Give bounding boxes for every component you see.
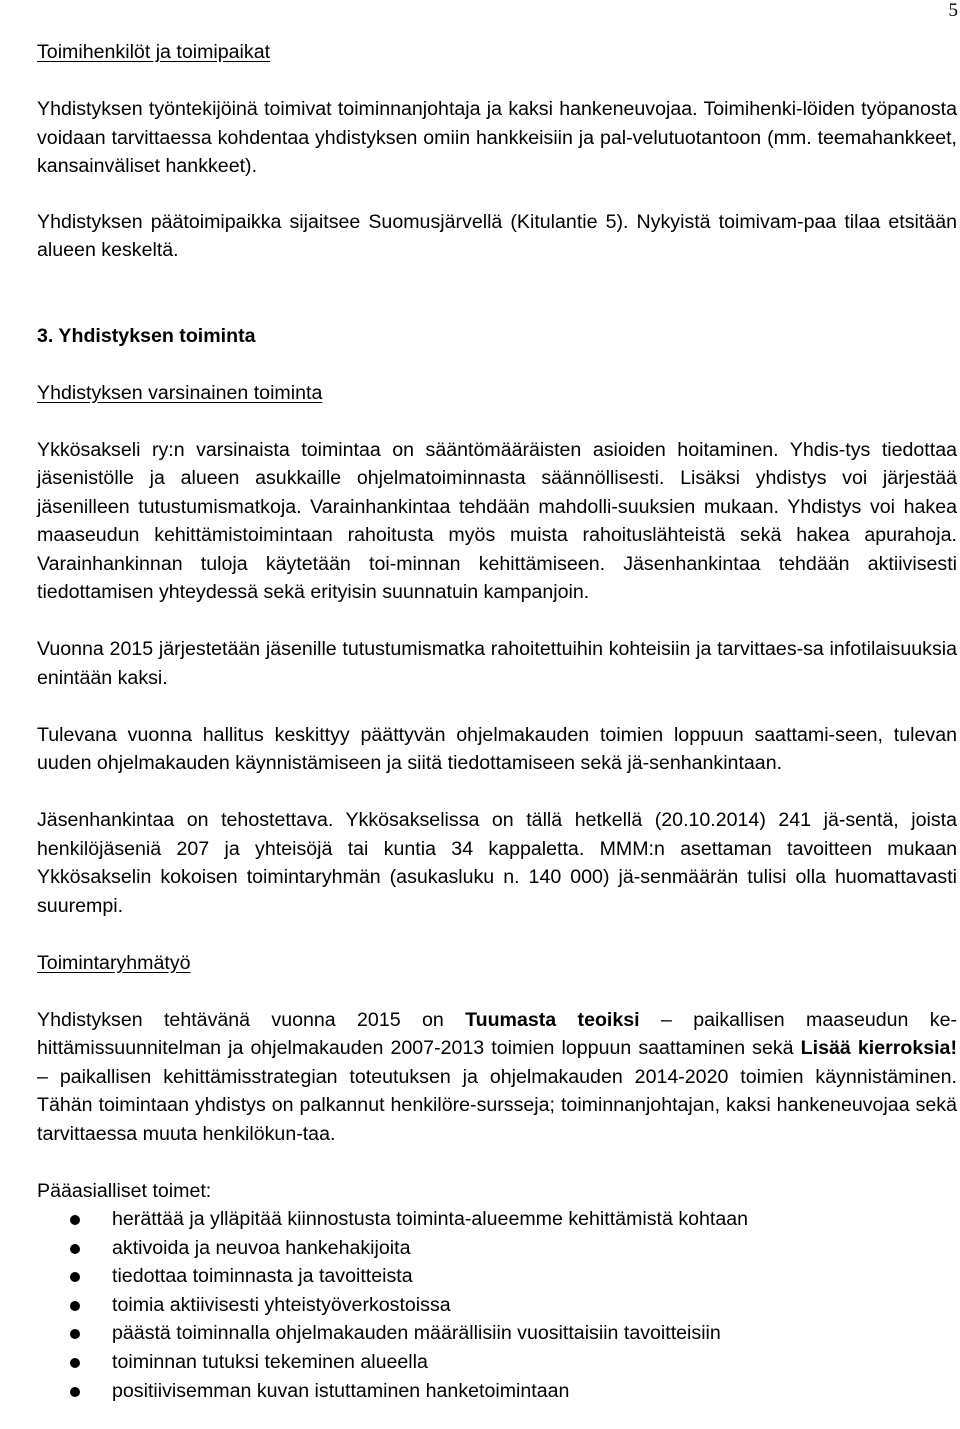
bold-project-name-1: Tuumasta teoiksi xyxy=(465,1008,640,1031)
page-content xyxy=(37,38,957,1405)
list-item-text: positiivisemman kuvan istuttaminen hanketoimintaan xyxy=(112,1379,570,1402)
paragraph-text-middle: – paikallisen maaseudun ke-hittämissuunnitelman ja ohjelmakauden 2007-2013 toimien loppuun saattaminen sekä xyxy=(37,1008,958,1059)
list-item-text: toiminnan tutuksi tekeminen alueella xyxy=(112,1350,428,1373)
list-item-text: toimia aktiivisesti yhteistyöverkostoissa xyxy=(112,1293,451,1316)
paragraph-personnel-2 xyxy=(37,208,957,265)
paragraph-text-intro: Yhdistyksen tehtävänä vuonna 2015 on xyxy=(37,1008,444,1031)
bullet-icon xyxy=(70,1272,80,1282)
paragraph-text: Tulevana vuonna hallitus keskittyy päättyvän ohjelmakauden toimien loppuun saattami-seen, tulevan uuden ohjelmakauden käynnistämiseen ja siitä tiedottamiseen sekä jä-senhankintaan. xyxy=(37,723,957,774)
paragraph-text: Yhdistyksen työntekijöinä toimivat toiminnanjohtaja ja kaksi hankeneuvojaa. Toimihenki-löiden työpanosta voidaan tarvittaessa kohdentaa yhdistyksen omiin hankkeisiin ja pal-velutuotantoon (mm. teemahankkeet, kansainväliset hankkeet). xyxy=(37,98,957,177)
chapter-title: 3. Yhdistyksen toiminta xyxy=(37,324,256,347)
list-item xyxy=(37,1319,957,1348)
bullet-icon xyxy=(70,1301,80,1311)
paragraph-activity-4 xyxy=(37,806,957,920)
bullet-icon xyxy=(70,1329,80,1339)
paragraph-personnel-1 xyxy=(37,95,957,181)
list-title: Pääasialliset toimet: xyxy=(37,1179,212,1202)
paragraph-text: Vuonna 2015 järjestetään jäsenille tutustumismatka rahoitettuihin kohteisiin ja tarvittaes-sa infotilaisuuksia enintään kaksi. xyxy=(37,638,957,689)
bullet-icon xyxy=(70,1387,80,1397)
paragraph-group-work xyxy=(37,1006,957,1149)
list-item-text: päästä toiminnalla ohjelmakauden määrällisiin vuosittaisiin tavoitteisiin xyxy=(112,1322,721,1345)
list-item-text: herättää ja ylläpitää kiinnostusta toiminta-alueemme kehittämistä kohtaan xyxy=(112,1208,749,1230)
list-item-text: aktivoida ja neuvoa hankehakijoita xyxy=(112,1236,411,1259)
paragraph-activity-1 xyxy=(37,436,957,607)
paragraph-activity-2 xyxy=(37,635,957,692)
paragraph-text-end: – paikallisen kehittämisstrategian toteutuksen ja ohjelmakauden 2014-2020 toimien käynnistäminen. Tähän toimintaan yhdistys on palkannut henkilöre-sursseja; toiminnanjohtajan, kaksi hankeneuvojaa sekä tarvittaessa muuta henkilökun-taa. xyxy=(37,1065,957,1145)
page-number: 5 xyxy=(948,0,958,21)
list-item xyxy=(37,1205,957,1234)
list-item xyxy=(37,1262,957,1291)
list-item xyxy=(37,1348,957,1377)
list-item xyxy=(37,1234,957,1263)
bullet-icon xyxy=(70,1358,80,1368)
paragraph-text: Jäsenhankintaa on tehostettava. Ykkösakselissa on tällä hetkellä (20.10.2014) 241 jä-sentä, joista henkilöjäseniä 207 ja yhteisöjä tai kuntia 34 kappaletta. MMM:n asettaman tavoitteen mukaan Ykkösakselin kokoisen toimintaryhmän (asukasluku n. 140 000) jä-senmäärän tulisi olla huomattavasti suurempi. xyxy=(37,809,957,917)
section-heading-personnel: Toimihenkilöt ja toimipaikat xyxy=(37,41,271,63)
paragraph-text: Ykkösakseli ry:n varsinaista toimintaa on sääntömääräisten asioiden hoitaminen. Yhdis-tys tiedottaa jäsenistölle ja alueen asukkaille ohjelmatoiminnasta säännöllisesti. Lisäksi yhdistys voi järjestää jäsenilleen tutustumismatkoja. Varainhankintaa tehdään mahdolli-suuksien mukaan. Yhdistys voi hakea maaseudun kehittämistoimintaan rahoitusta myös muista rahoituslähteistä sekä hakea apurahoja. Varainhankinnan tuloja käytetään toi-minnan kehittämiseen. Jäsenhankintaa tehdään aktiivisesti tiedottamisen yhteydessä sekä erityisin suunnatuin kampanjoin. xyxy=(37,438,957,603)
paragraph-activity-3 xyxy=(37,721,957,778)
paragraph-text: Yhdistyksen päätoimipaikka sijaitsee Suomusjärvellä (Kitulantie 5). Nykyistä toimivam-paa tilaa etsitään alueen keskeltä. xyxy=(37,210,957,261)
bullet-icon xyxy=(70,1244,80,1254)
bold-project-name-2: Lisää kierroksia! xyxy=(800,1037,957,1059)
list-item xyxy=(37,1377,957,1406)
section-heading-group-work: Toimintaryhmätyö xyxy=(37,951,191,974)
bullet-list xyxy=(37,1205,957,1405)
section-subheading-activity: Yhdistyksen varsinainen toiminta xyxy=(37,381,323,404)
list-item-text: tiedottaa toiminnasta ja tavoitteista xyxy=(112,1265,413,1288)
list-item xyxy=(37,1291,957,1320)
bullet-icon xyxy=(70,1215,80,1225)
